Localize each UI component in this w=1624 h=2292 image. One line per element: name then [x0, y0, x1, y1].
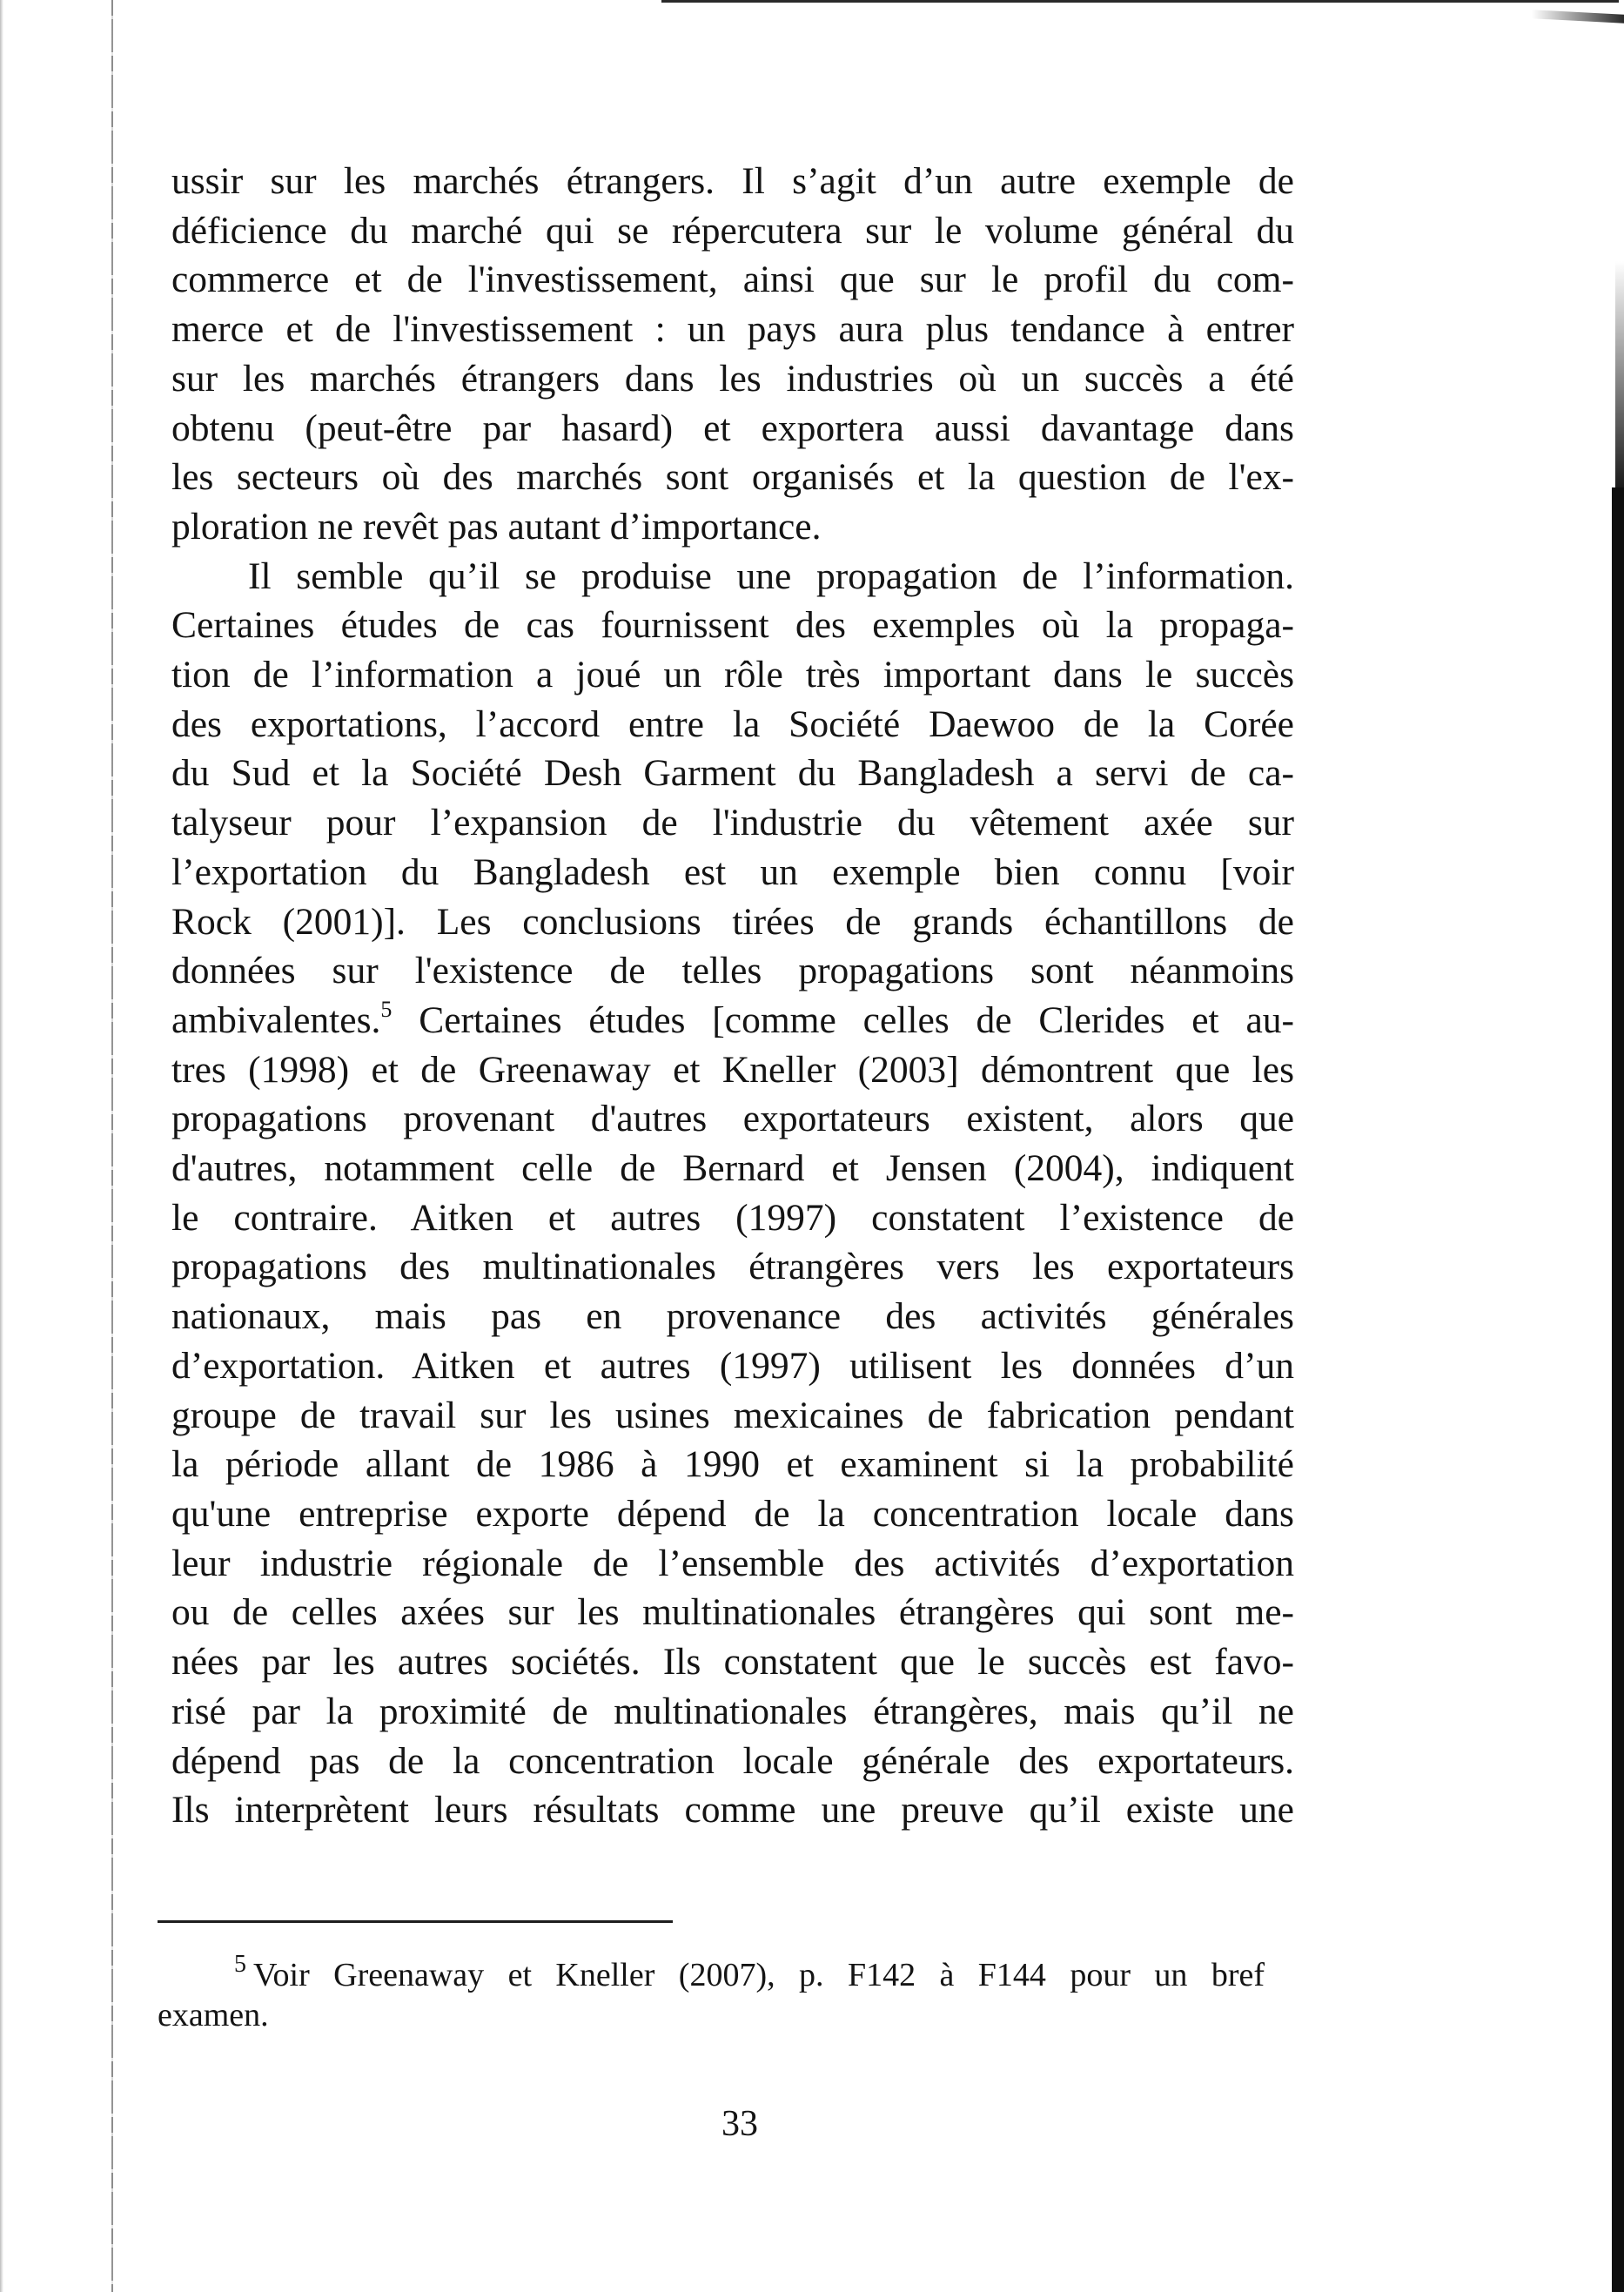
text-line: d'autres, notamment celle de Bernard et Jensen (2004), indiquent [171, 1147, 1294, 1190]
scan-right-edge [1612, 487, 1624, 2292]
paragraph-2 [171, 552, 1294, 1835]
text-line: leur industrie régionale de l’ensemble des activités d’exportation [171, 1542, 1294, 1584]
text-line: du Sud et la Société Desh Garment du Bangladesh a servi de ca- [171, 752, 1294, 795]
text-line: qu'une entreprise exporte dépend de la concentration locale dans [171, 1492, 1294, 1535]
text-line: ou de celles axées sur les multinationales étrangères qui sont me- [171, 1591, 1294, 1634]
text-line-with-footnote-ref [171, 996, 1294, 1045]
text-line: des exportations, l’accord entre la Société Daewoo de la Corée [171, 702, 1294, 745]
footnote-marker: 5 [234, 1951, 246, 1978]
footnote-text: Voir Greenaway et Kneller (2007), p. F142 à F144 pour un bref [253, 1957, 1265, 1993]
text-line: l’exportation du Bangladesh est un exemple bien connu [voir [171, 850, 1294, 893]
scan-top-border [661, 0, 1619, 3]
footnote-line: examen. [158, 1997, 269, 2033]
text-line: dépend pas de la concentration locale générale des exportateurs. [171, 1739, 1294, 1782]
text-line: risé par la proximité de multinationales étrangères, mais qu’il ne [171, 1690, 1294, 1732]
text-line: ploration ne revêt pas autant d’importance. [171, 505, 822, 548]
footnote-reference: 5 [380, 996, 393, 1022]
footnote-line [158, 1951, 1265, 1995]
text-line: tion de l’information a joué un rôle très important dans le succès [171, 654, 1294, 696]
page-body [171, 157, 1294, 1835]
footnote [158, 1951, 1265, 2035]
text-line: Il semble qu’il se produise une propagation de l’information. [248, 555, 1294, 597]
text-line: les secteurs où des marchés sont organisés et la question de l'ex- [171, 456, 1294, 499]
text-line: nées par les autres sociétés. Ils constatent que le succès est favo- [171, 1641, 1294, 1684]
text-line: obtenu (peut-être par hasard) et exportera aussi davantage dans [171, 407, 1294, 449]
text-line: données sur l'existence de telles propagations sont néanmoins [171, 950, 1294, 992]
text-line: tres (1998) et de Greenaway et Kneller (2003] démontrent que les [171, 1048, 1294, 1091]
text-fragment: Certaines études [comme celles de Clerides et au- [392, 998, 1294, 1041]
text-line: propagations des multinationales étrangères vers les exportateurs [171, 1246, 1294, 1288]
scan-binding-line [111, 0, 113, 2292]
text-line: Certaines études de cas fournissent des exemples où la propaga- [171, 604, 1294, 647]
text-line: nationaux, mais pas en provenance des activités générales [171, 1295, 1294, 1338]
text-line: Ils interprètent leurs résultats comme une preuve qu’il existe une [171, 1789, 1294, 1832]
footnote-separator [158, 1920, 673, 1923]
text-line: la période allant de 1986 à 1990 et examinent si la probabilité [171, 1443, 1294, 1486]
text-line: talyseur pour l’expansion de l'industrie du vêtement axée sur [171, 802, 1294, 844]
text-line: Rock (2001)]. Les conclusions tirées de grands échantillons de [171, 900, 1294, 943]
text-line: d’exportation. Aitken et autres (1997) utilisent les données d’un [171, 1344, 1294, 1387]
text-line: ussir sur les marchés étrangers. Il s’agit d’un autre exemple de [171, 160, 1294, 202]
text-line: le contraire. Aitken et autres (1997) constatent l’existence de [171, 1196, 1294, 1239]
text-line: commerce et de l'investissement, ainsi que sur le profil du com- [171, 259, 1294, 301]
page-number: 33 [721, 2104, 758, 2144]
text-line: sur les marchés étrangers dans les industries où un succès a été [171, 357, 1294, 400]
text-line: déficience du marché qui se répercutera sur le volume général du [171, 209, 1294, 252]
paragraph-1 [171, 157, 1294, 552]
scan-top-shadow [1532, 10, 1624, 24]
scan-left-edge [0, 0, 3, 2292]
text-fragment: ambivalentes. [171, 998, 381, 1041]
text-line: merce et de l'investissement : un pays aura plus tendance à entrer [171, 308, 1294, 351]
text-line: groupe de travail sur les usines mexicaines de fabrication pendant [171, 1394, 1294, 1436]
scan-right-edge-gradient [1615, 261, 1624, 487]
text-line: propagations provenant d'autres exportateurs existent, alors que [171, 1098, 1294, 1140]
